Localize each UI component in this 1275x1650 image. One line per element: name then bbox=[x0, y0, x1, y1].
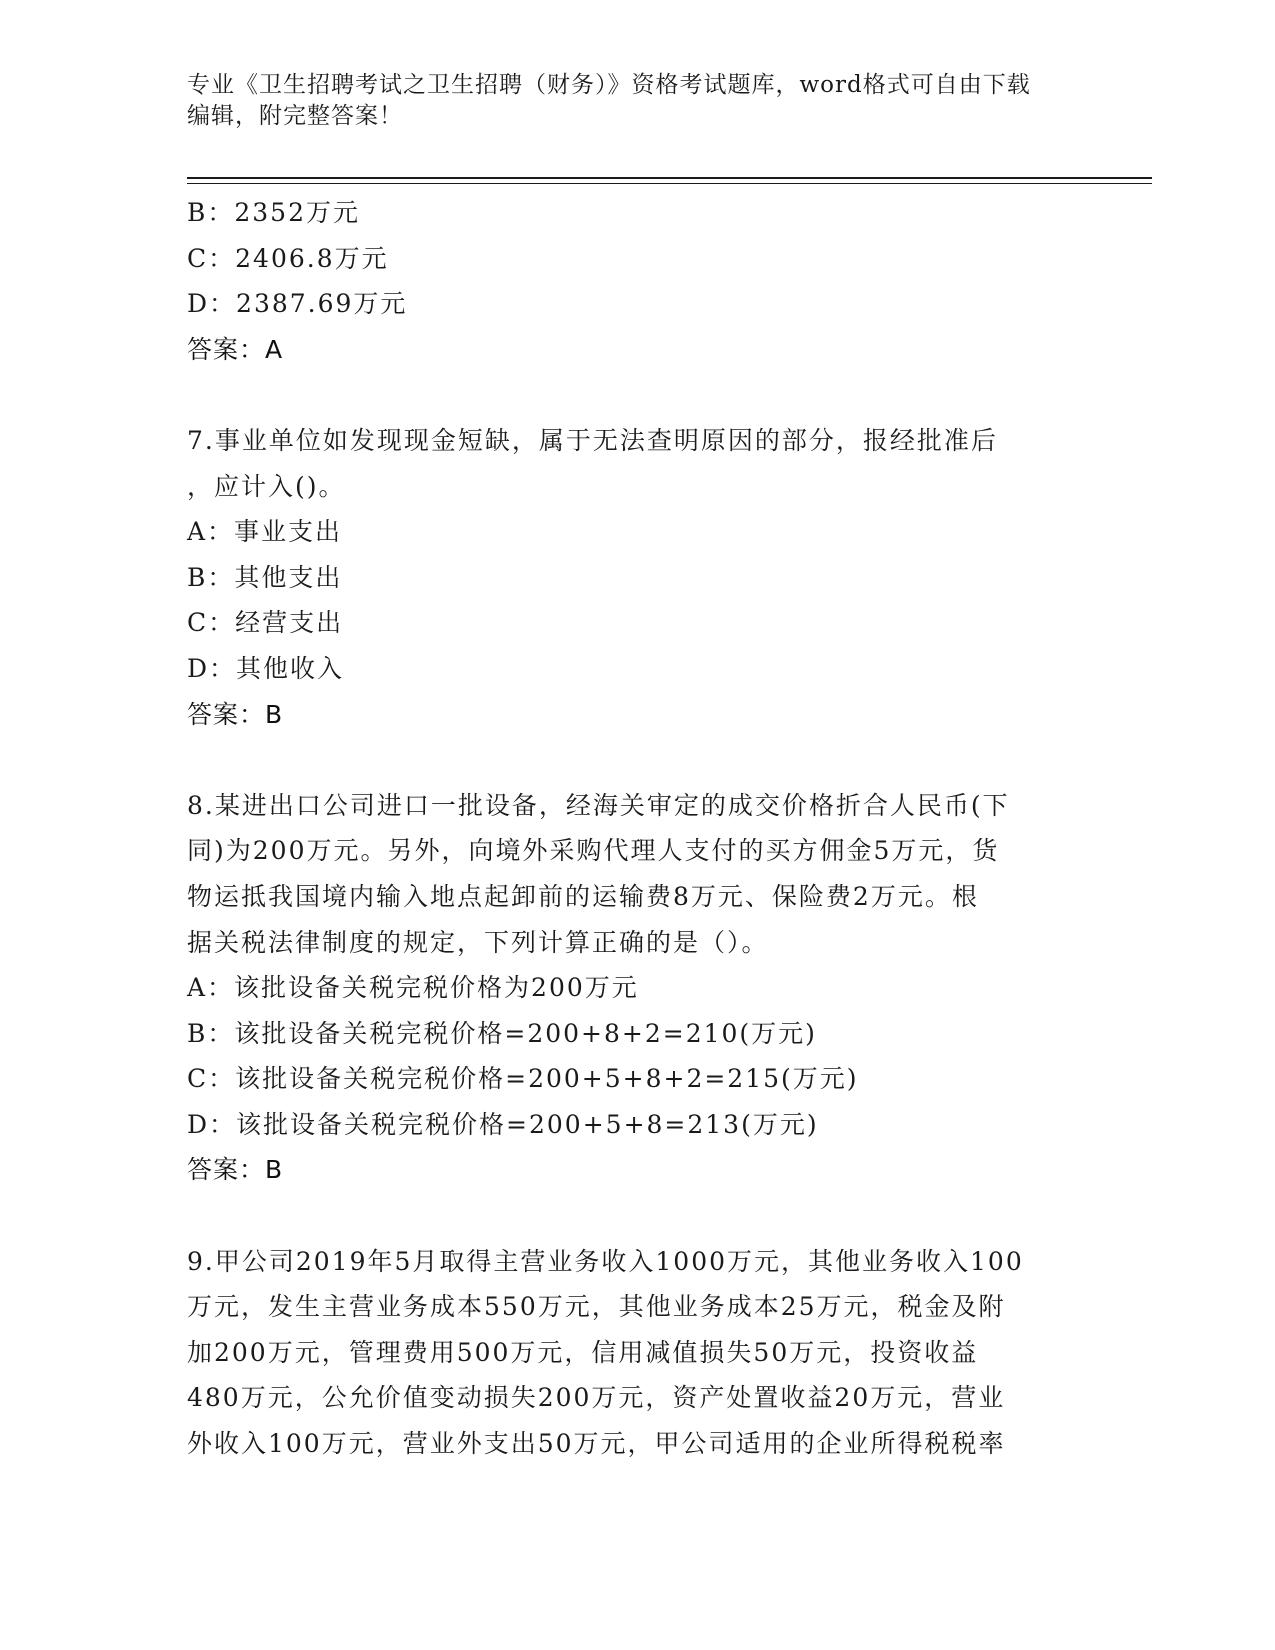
question-stem-line: 物运抵我国境内输入地点起卸前的运输费8万元、保险费2万元。根 bbox=[187, 881, 979, 911]
spacer bbox=[187, 372, 1087, 418]
option-d: D：2387.69万元 bbox=[187, 289, 408, 319]
question-stem-line: 8.某进出口公司进口一批设备，经海关审定的成交价格折合人民币(下 bbox=[187, 790, 1010, 820]
option-c: C：经营支出 bbox=[187, 608, 344, 638]
question-8 bbox=[187, 783, 1087, 1193]
header-divider-thick bbox=[187, 177, 1152, 179]
option-b: B：该批设备关税完税价格=200+8+2=210(万元) bbox=[187, 1018, 817, 1048]
option-a: A：该批设备关税完税价格为200万元 bbox=[187, 973, 639, 1003]
question-stem-line: 9.甲公司2019年5月取得主营业务收入1000万元，其他业务收入100 bbox=[187, 1246, 1024, 1276]
option-b: B：其他支出 bbox=[187, 562, 343, 592]
option-c: C：该批设备关税完税价格=200+5+8+2=215(万元) bbox=[187, 1064, 859, 1094]
header-divider-thin bbox=[187, 183, 1152, 184]
option-b: B：2352万元 bbox=[187, 198, 360, 227]
header-line-2: 编辑，附完整答案！ bbox=[187, 103, 403, 129]
option-d: D：该批设备关税完税价格=200+5+8=213(万元) bbox=[187, 1109, 819, 1139]
question-stem-line: ，应计入()。 bbox=[187, 471, 346, 501]
answer-line: 答案：A bbox=[187, 334, 284, 364]
document-body bbox=[187, 190, 1087, 1467]
question-6-tail bbox=[187, 190, 1087, 372]
answer-line: 答案：B bbox=[187, 1155, 284, 1185]
question-stem-line: 万元，发生主营业务成本550万元，其他业务成本25万元，税金及附 bbox=[187, 1292, 1006, 1322]
header-line-1: 专业《卫生招聘考试之卫生招聘（财务）》资格考试题库，word格式可自由下载 bbox=[187, 72, 1031, 98]
question-9 bbox=[187, 1239, 1087, 1467]
option-c: C：2406.8万元 bbox=[187, 243, 389, 273]
option-a: A：事业支出 bbox=[187, 517, 343, 547]
option-d: D：其他收入 bbox=[187, 653, 345, 683]
question-stem-line: 7.事业单位如发现现金短缺，属于无法查明原因的部分，报经批准后 bbox=[187, 425, 998, 455]
answer-line: 答案：B bbox=[187, 699, 284, 729]
question-stem-line: 外收入100万元，营业外支出50万元，甲公司适用的企业所得税税率 bbox=[187, 1429, 1006, 1459]
spacer bbox=[187, 1193, 1087, 1239]
question-stem-line: 同)为200万元。另外，向境外采购代理人支付的买方佣金5万元，货 bbox=[187, 836, 1000, 866]
question-stem-line: 480万元，公允价值变动损失200万元，资产处置收益20万元，营业 bbox=[187, 1383, 1006, 1413]
document-header bbox=[187, 70, 1067, 132]
question-7 bbox=[187, 418, 1087, 737]
question-stem-line: 据关税法律制度的规定，下列计算正确的是（）。 bbox=[187, 927, 769, 957]
spacer bbox=[187, 737, 1087, 783]
question-stem-line: 加200万元，管理费用500万元，信用减值损失50万元，投资收益 bbox=[187, 1337, 979, 1367]
